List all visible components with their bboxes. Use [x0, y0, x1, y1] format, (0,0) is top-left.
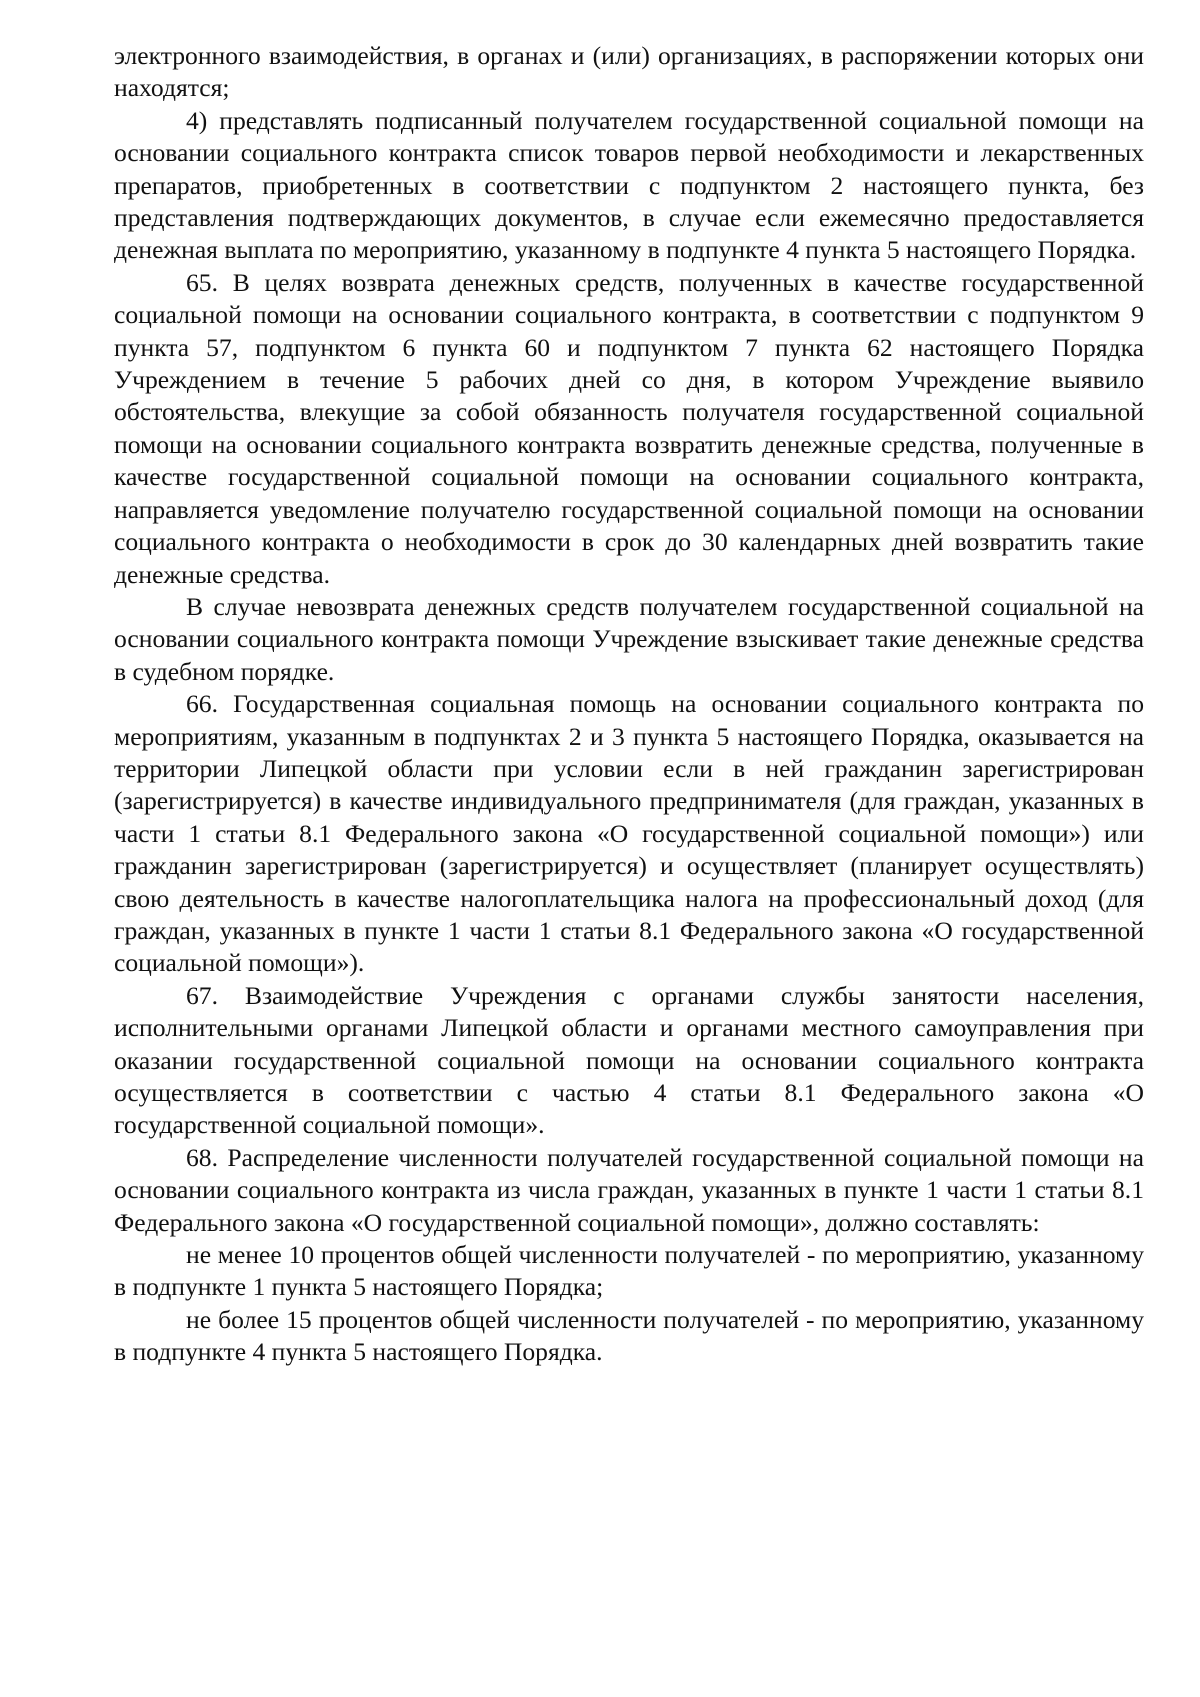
paragraph-68-max-share: не более 15 процентов общей численности получателей - по мероприятию, указанному в подпункте 4 пункта 5 настоящего Порядка. — [114, 1304, 1144, 1367]
paragraph-65-nonreturn: В случае невозврата денежных средств получателем государственной социальной на основании социального контракта помощи Учреждение взыскивает такие денежные средства в судебном порядке. — [114, 591, 1144, 686]
paragraph-continuation: электронного взаимодействия, в органах и (или) организациях, в распоряжении которых они находятся; — [114, 41, 1144, 103]
paragraph-66: 66. Государственная социальная помощь на основании социального контракта по мероприятиям, указанным в подпунктах 2 и 3 пункта 5 настоящего Порядка, оказывается на территории Липецкой области при условии если в ней гражданин зарегистрирован (зарегистрируется) в качестве индивидуального предпринимателя (для граждан, указанных в части 1 статьи 8.1 Федерального закона «О государственной социальной помощи») или гражданин зарегистрирован (зарегистрируется) и осуществляет (планирует осуществлять) свою деятельность в качестве налогоплательщика налога на профессиональный доход (для граждан, указанных в пункте 1 части 1 статьи 8.1 Федерального закона «О государственной социальной помощи»). — [114, 689, 1144, 978]
paragraph-65: 65. В целях возврата денежных средств, полученных в качестве государственной социальной помощи на основании социального контракта, в соответствии с подпунктом 9 пункта 57, подпунктом 6 пункта 60 и подпунктом 7 пункта 62 настоящего Порядка Учреждением в течение 5 рабочих дней со дня, в котором Учреждение выявило обстоятельства, влекущие за собой обязанность получателя государственной социальной помощи на основании социального контракта возвратить денежные средства, полученные в качестве государственной социальной помощи на основании социального контракта, направляется уведомление получателю государственной социальной помощи на основании социального контракта о необходимости в срок до 30 календарных дней возвратить такие денежные средства. — [114, 267, 1144, 589]
paragraph-67: 67. Взаимодействие Учреждения с органами службы занятости населения, исполнительными органами Липецкой области и органами местного самоуправления при оказании государственной социальной помощи на основании социального контракта осуществляется в соответствии с частью 4 статьи 8.1 Федерального закона «О государственной социальной помощи». — [114, 980, 1144, 1140]
paragraph-68: 68. Распределение численности получателей государственной социальной помощи на основании социального контракта из числа граждан, указанных в пункте 1 части 1 статьи 8.1 Федерального закона «О государственной социальной помощи», должно составлять: — [114, 1142, 1144, 1237]
document-page — [114, 40, 1144, 1369]
paragraph-item-4: 4) представлять подписанный получателем государственной социальной помощи на основании социального контракта список товаров первой необходимости и лекарственных препаратов, приобретенных в соответствии с подпунктом 2 настоящего пункта, без представления подтверждающих документов, в случае если ежемесячно предоставляется денежная выплата по мероприятию, указанному в подпункте 4 пункта 5 настоящего Порядка. — [114, 105, 1144, 265]
paragraph-68-min-share: не менее 10 процентов общей численности получателей - по мероприятию, указанному в подпункте 1 пункта 5 настоящего Порядка; — [114, 1240, 1144, 1302]
